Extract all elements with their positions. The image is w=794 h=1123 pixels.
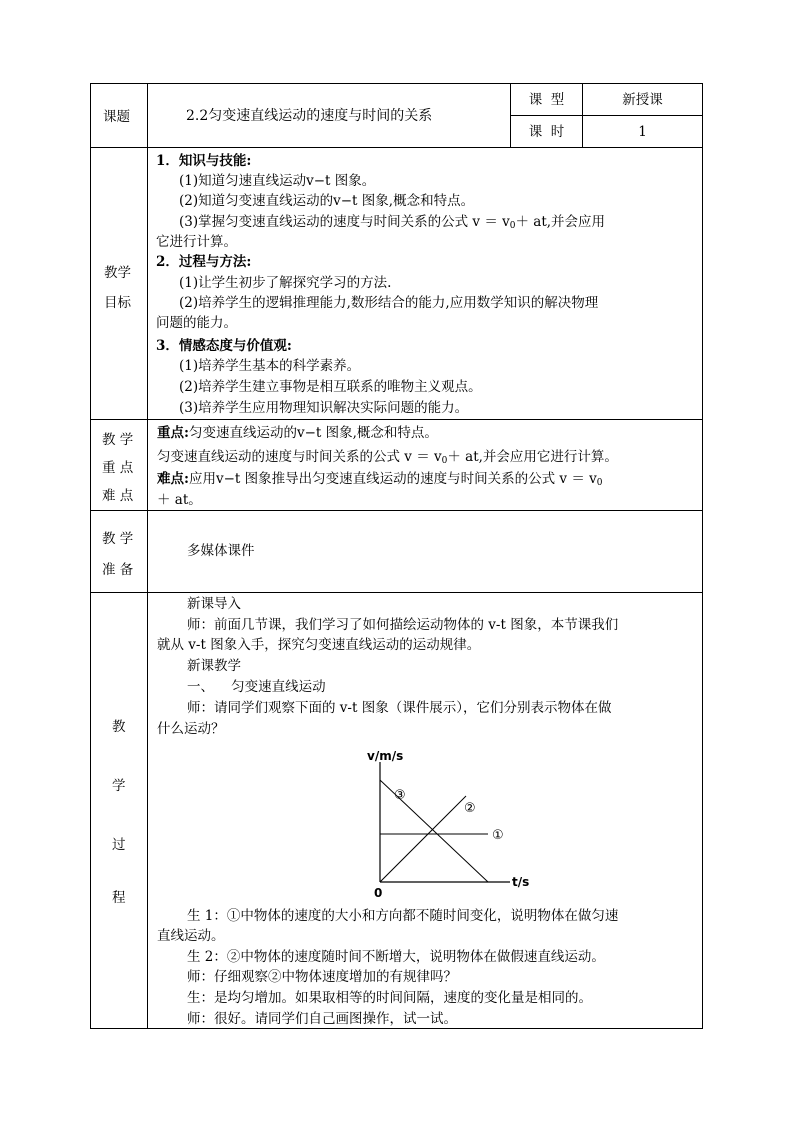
- goals-label-1: 教学: [104, 265, 131, 281]
- prep-label-1: 教 学: [102, 531, 134, 547]
- graph-mark-2: ②: [464, 801, 476, 816]
- process-paragraph: 师：请同学们观察下面的 v-t 图象（课件展示），它们分别表示物体在做: [187, 700, 612, 716]
- goals-item: (1)知道匀速直线运动v−t 图象。: [179, 173, 376, 189]
- goals-item: (1)培养学生基本的科学素养。: [179, 358, 361, 374]
- row-divider-1: [90, 147, 703, 148]
- prep-label-2: 准 备: [102, 562, 134, 578]
- process-paragraph: 就从 v-t 图象入手，探究匀变速直线运动的运动规律。: [157, 637, 481, 653]
- table-border-right: [702, 83, 703, 1029]
- row-divider-4: [90, 592, 703, 593]
- goals-formula-text: ＋ at,并会应用: [515, 214, 606, 230]
- graph-x-label: t/s: [512, 875, 530, 889]
- hours-value: 1: [638, 124, 647, 140]
- topic-label: 课题: [103, 109, 130, 125]
- process-paragraph: 师：很好。请同学们自己画图操作，试一试。: [187, 1011, 457, 1027]
- goals-section-2-title: 2．过程与方法:: [156, 254, 252, 270]
- process-paragraph: 什么运动？: [157, 721, 225, 737]
- keypoints-label-1: 教 学: [102, 432, 134, 448]
- row-divider-2: [90, 419, 703, 420]
- type-value: 新授课: [622, 92, 663, 108]
- table-col-divider: [147, 83, 148, 1029]
- goals-item: (2)培养学生建立事物是相互联系的唯物主义观点。: [179, 379, 482, 395]
- graph-y-label: v/m/s: [367, 749, 404, 763]
- keypoints-label-2: 重 点: [102, 460, 134, 476]
- row-divider-3: [90, 510, 703, 511]
- process-paragraph: 一、 匀变速直线运动: [187, 679, 326, 695]
- subscript-zero: 0: [596, 478, 603, 488]
- goals-formula-text: (3)掌握匀变速直线运动的速度与时间关系的公式 v ＝ v: [179, 214, 510, 230]
- goals-item: 它进行计算。: [156, 234, 237, 250]
- hours-label: 课 时: [528, 124, 565, 140]
- process-paragraph: 生 1：①中物体的速度的大小和方向都不随时间变化，说明物体在做匀速: [187, 908, 619, 924]
- process-paragraph: 新课教学: [187, 658, 241, 674]
- table-border-left: [90, 83, 91, 1029]
- difficult-point-text: 应用v−t 图象推导出匀变速直线运动的速度与时间关系的公式 v ＝ v: [188, 471, 597, 487]
- goals-item: 问题的能力。: [156, 315, 237, 331]
- goals-item: (2)培养学生的逻辑推理能力,数形结合的能力,应用数学知识的解决物理: [179, 295, 599, 311]
- goals-section-3-title: 3．情感态度与价值观:: [156, 338, 292, 354]
- type-label: 课 型: [528, 92, 565, 108]
- table-border-top: [90, 83, 703, 84]
- process-label-2: 学: [112, 778, 126, 794]
- vt-graph: [350, 742, 590, 902]
- key-point-line-2: [157, 447, 618, 471]
- page-title: 2.2匀变速直线运动的速度与时间的关系: [186, 108, 433, 124]
- process-label-4: 程: [112, 890, 126, 906]
- subscript-zero: 0: [509, 221, 516, 231]
- prep-text: 多媒体课件: [187, 543, 255, 559]
- key-point-text: ＋ at,并会应用它进行计算。: [447, 449, 618, 465]
- key-point-line: [157, 423, 438, 443]
- goals-item: (2)知道匀变速直线运动的v−t 图象,概念和特点。: [179, 193, 475, 209]
- process-paragraph: 生：是均匀增加。如果取相等的时间间隔，速度的变化量是相同的。: [187, 990, 592, 1006]
- graph-mark-3: ③: [394, 788, 406, 803]
- goals-section-1-title: 1．知识与技能:: [156, 153, 252, 169]
- keypoints-label-3: 难 点: [102, 488, 134, 504]
- graph-origin: 0: [374, 886, 383, 900]
- header-mid-divider: [510, 115, 703, 116]
- key-point-text: 匀变速直线运动的速度与时间关系的公式 v ＝ v: [157, 449, 442, 465]
- process-label-3: 过: [112, 837, 126, 853]
- key-point-text: 匀变速直线运动的v−t 图象,概念和特点。: [188, 425, 438, 441]
- process-paragraph: 师：前面几节课，我们学习了如何描绘运动物体的 v-t 图象，本节课我们: [187, 617, 619, 633]
- goals-label-2: 目标: [104, 295, 131, 311]
- difficult-point-line-2: ＋ at。: [157, 492, 202, 508]
- graph-line-2: [380, 796, 466, 882]
- process-paragraph: 师：仔细观察②中物体速度增加的有规律吗？: [187, 969, 457, 985]
- process-paragraph: 生 2：②中物体的速度随时间不断增大，说明物体在做假速直线运动。: [187, 949, 605, 965]
- goals-item: [179, 212, 605, 236]
- process-label-1: 教: [112, 719, 126, 735]
- key-point-title: 重点:: [157, 425, 189, 441]
- goals-item: (1)让学生初步了解探究学习的方法.: [179, 275, 392, 291]
- graph-mark-1: ①: [492, 828, 504, 843]
- difficult-point-title: 难点:: [157, 471, 189, 487]
- goals-item: (3)培养学生应用物理知识解决实际问题的能力。: [179, 400, 469, 416]
- subscript-zero: 0: [441, 456, 448, 466]
- process-paragraph: 新课导入: [187, 596, 241, 612]
- process-paragraph: 直线运动。: [157, 928, 225, 944]
- difficult-point-line: [157, 469, 603, 493]
